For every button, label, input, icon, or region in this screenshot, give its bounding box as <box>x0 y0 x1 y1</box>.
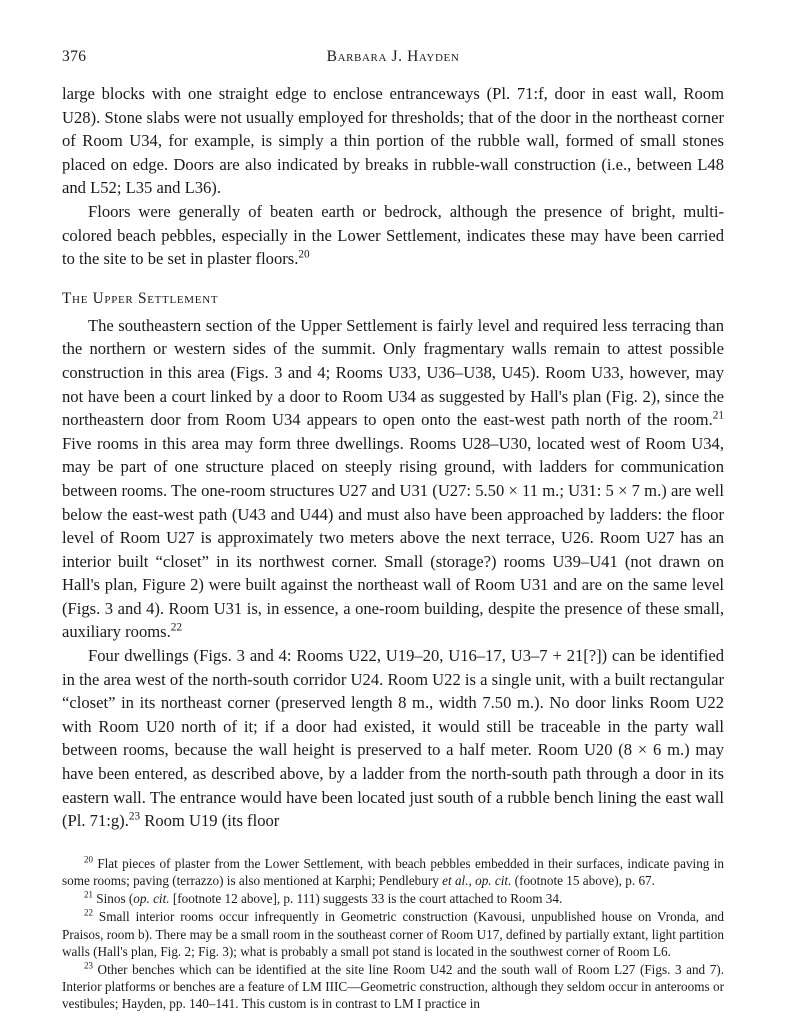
paragraph-1 <box>62 82 724 200</box>
paragraph-4-text-a: Four dwellings (Figs. 3 and 4: Rooms U22, U19–20, U16–17, U3–7 + 21[?]) can be identified in the area west of the north-south corridor U24. Room U22 is a single unit, with a built rectangular “closet” in its northeast corner (preserved length 8 m., width 7.50 m.). No door links Room U22 with Room U20 north of it; if a door had existed, it would still be traceable in the party wall between rooms, because the wall height is preserved to a half meter. Room U20 (8 × 6 m.) may have been entered, as described above, by a ladder from the north-south path through a door in its eastern wall. The entrance would have been located just south of a rubble bench lining the east wall (Pl. 71:g). <box>62 646 724 831</box>
footnote-marker-20: 20 <box>298 248 310 261</box>
footnote-number-23: 23 <box>84 960 93 971</box>
footnote-number-20: 20 <box>84 854 93 865</box>
footnote-20 <box>62 855 724 889</box>
footnote-23-text: Other benches which can be identified at the site line Room U42 and the south wall of Room L27 (Figs. 3 and 7). Interior platforms or benches are a feature of LM IIIC—Geometric construction, although they seldom occur in anterooms or vestibules; Hayden, pp. 140–141. This custom is in contrast to LM I practice in <box>62 962 724 1012</box>
footnotes-block <box>62 855 724 1013</box>
footnote-22-text: Small interior rooms occur infrequently in Geometric construction (Kavousi, unpublished house on Vronda, and Praisos, room b). There may be a small room in the southeast corner of Room U17, defined by partially extant, light partition walls (Hall's plan, Fig. 2; Fig. 3); what is probably a small pot stand is located in the southwest corner of Room L6. <box>62 909 725 959</box>
footnote-22 <box>62 908 724 960</box>
footnote-20-text: Flat pieces of plaster from the Lower Settlement, with beach pebbles embedded in their surfaces, indicate paving in some rooms; paving (terrazzo) is also mentioned at Karphi; Pendlebury et al., op. cit. (footnote 15 above), p. 67. <box>62 855 724 889</box>
section-heading: The Upper Settlement <box>62 289 219 307</box>
paragraph-3-text-a: The southeastern section of the Upper Settlement is fairly level and required less terracing than the northern or western sides of the summit. Only fragmentary walls remain to attest possible construction in this area (Figs. 3 and 4; Rooms U33, U36–U38, U45). Room U33, however, may not have been a court linked by a door to Room U34 as suggested by Hall's plan (Fig. 2), since the northeastern door from Room U34 appears to open onto the east-west path north of the room. <box>62 315 724 430</box>
paragraph-1-text: large blocks with one straight edge to enclose entranceways (Pl. 71:f, door in east wall, Room U28). Stone slabs were not usually employed for thresholds; that of the door in the northeast corner of Room U34, for example, is simply a thin portion of the rubble wall, formed of small stones placed on edge. Doors are also indicated by breaks in rubble-wall construction (i.e., between L48 and L52; L35 and L36). <box>62 84 724 198</box>
footnote-number-22: 22 <box>84 908 93 919</box>
paragraph-4-text-b: Room U19 (its floor <box>140 811 280 831</box>
footnote-21-text: Sinos (op. cit. [footnote 12 above], p. 111) suggests 33 is the court attached to Room 34. <box>96 891 563 907</box>
footnote-21 <box>62 890 724 907</box>
body-text-column <box>62 82 724 1013</box>
paragraph-4 <box>62 644 724 833</box>
running-head <box>62 48 724 82</box>
footnote-marker-23: 23 <box>128 810 141 823</box>
paragraph-3-text-b: Five rooms in this area may form three dwellings. Rooms U28–U30, located west of Room U34, may be part of one structure placed on steeply rising ground, with ladders for communication between rooms. The one-room structures U27 and U31 (U27: 5.50 × 11 m.; U31: 5 × 7 m.) are well below the east-west path (U43 and U44) and must also have been approached by ladders: the floor level of Room U27 is approximately two meters above the next terrace, U26. Room U27 has an interior built “closet” in its northwest corner. Small (storage?) rooms U39–U41 (not drawn on Hall's plan, Figure 2) were built against the northeast wall of Room U31 and are on the same level (Figs. 3 and 4). Room U31 is, in essence, a one-room building, despite the presence of these small, auxiliary rooms. <box>62 433 724 642</box>
footnote-23 <box>62 961 724 1013</box>
paragraph-2 <box>62 200 724 271</box>
page-title: Barbara J. Hayden <box>326 48 460 65</box>
page-number: 376 <box>62 48 87 65</box>
paragraph-2-text: Floors were generally of beaten earth or bedrock, although the presence of bright, multi-colored beach pebbles, especially in the Lower Settlement, indicates these may have been carried to the site to be set in plaster floors. <box>62 201 724 269</box>
footnote-marker-22: 22 <box>170 621 183 634</box>
paragraph-3 <box>62 314 724 644</box>
footnote-number-21: 21 <box>84 889 93 900</box>
footnote-marker-21: 21 <box>712 409 724 422</box>
